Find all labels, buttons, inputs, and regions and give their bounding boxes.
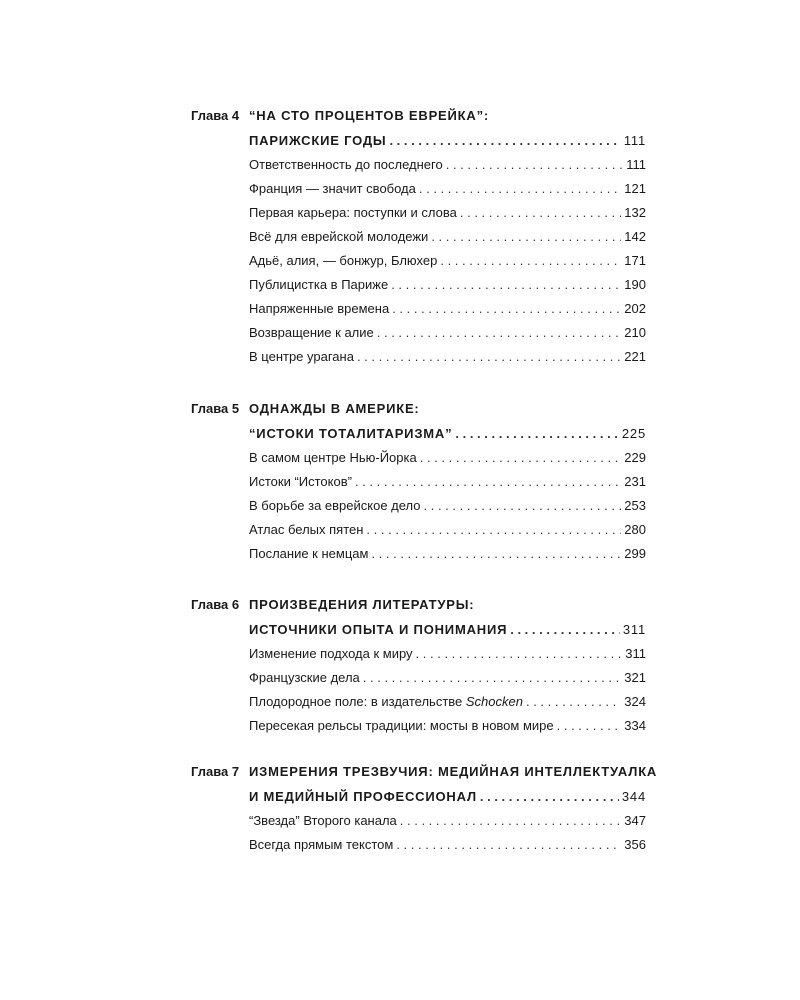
page-number: 190 <box>624 277 646 292</box>
entry-title: Возвращение к алие <box>249 325 374 340</box>
page-number: 321 <box>624 670 646 685</box>
toc-entry <box>249 348 646 372</box>
chapter-body <box>249 400 646 569</box>
page-number: 356 <box>624 837 646 852</box>
toc-entry <box>249 228 646 252</box>
chapter-title-entry <box>249 132 646 156</box>
page-number: 210 <box>624 325 646 340</box>
toc-entry <box>249 449 646 473</box>
page-number: 253 <box>624 498 646 513</box>
entry-title <box>249 693 523 711</box>
entry-title: Первая карьера: поступки и слова <box>249 205 457 220</box>
dot-leader <box>557 717 622 735</box>
chapter-title-line-1: ПРОИЗВЕДЕНИЯ ЛИТЕРАТУРЫ: <box>249 597 475 612</box>
entry-title: В самом центре Нью-Йорка <box>249 450 417 465</box>
toc-entry <box>249 545 646 569</box>
toc-entry <box>249 693 646 717</box>
dot-leader <box>392 300 621 318</box>
chapter-title-line-2: “ИСТОКИ ТОТАЛИТАРИЗМА” <box>249 426 453 441</box>
toc-entry <box>249 836 646 860</box>
chapter-title-line <box>249 763 658 788</box>
entry-title-text: Плодородное поле: в издательстве <box>249 694 466 709</box>
dot-leader <box>420 449 622 467</box>
dot-leader <box>440 252 621 270</box>
toc-entry <box>249 669 646 693</box>
page-number: 311 <box>625 646 646 661</box>
dot-leader <box>510 621 620 639</box>
page-number: 299 <box>624 546 646 561</box>
chapter-title-entry <box>249 788 646 812</box>
toc-entry <box>249 717 646 741</box>
page-number: 111 <box>626 157 646 172</box>
page-number: 311 <box>622 622 646 637</box>
dot-leader <box>371 545 621 563</box>
entry-title: Послание к немцам <box>249 546 369 561</box>
entry-title: “Звезда” Второго канала <box>249 813 397 828</box>
entry-title: Всё для еврейской молодежи <box>249 229 429 244</box>
entry-title: Атлас белых пятен <box>249 522 364 537</box>
toc-entry <box>249 521 646 545</box>
toc-entry <box>249 645 646 669</box>
dot-leader <box>389 132 620 150</box>
dot-leader <box>480 788 619 806</box>
entry-title: Пересекая рельсы традиции: мосты в новом мире <box>249 718 554 733</box>
chapter-body <box>249 107 646 372</box>
entry-title: Всегда прямым текстом <box>249 837 394 852</box>
entry-title: Ответственность до последнего <box>249 157 443 172</box>
chapter-title-line-2: ИСТОЧНИКИ ОПЫТА И ПОНИМАНИЯ <box>249 622 508 637</box>
page-number: 229 <box>624 450 646 465</box>
chapter-title-line <box>249 400 646 425</box>
chapter-title-line-1: ОДНАЖДЫ В АМЕРИКЕ: <box>249 401 420 416</box>
entry-title: Адьё, алия, — бонжур, Блюхер <box>249 253 438 268</box>
dot-leader <box>357 348 621 366</box>
page-number: 334 <box>624 718 646 733</box>
toc-entry <box>249 276 646 300</box>
page-number: 121 <box>624 181 646 196</box>
entry-title: Истоки “Истоков” <box>249 474 352 489</box>
toc-entry <box>249 252 646 276</box>
entry-title: В центре урагана <box>249 349 354 364</box>
page-number: 202 <box>624 301 646 316</box>
chapter-title-line-1: ИЗМЕРЕНИЯ ТРЕЗВУЧИЯ: МЕДИЙНАЯ ИНТЕЛЛЕКТУАЛКА <box>249 764 658 779</box>
toc-entry <box>249 300 646 324</box>
chapter-title-entry <box>249 621 646 645</box>
chapter-title-line <box>249 596 646 621</box>
toc-entry <box>249 497 646 521</box>
page-number: 132 <box>624 205 646 220</box>
dot-leader <box>377 324 622 342</box>
entry-title: Франция — значит свобода <box>249 181 416 196</box>
dot-leader <box>416 645 623 663</box>
page-number: 225 <box>621 426 646 441</box>
page-number: 231 <box>624 474 646 489</box>
entry-title: Французские дела <box>249 670 360 685</box>
chapter-title-entry <box>249 425 646 449</box>
dot-leader <box>424 497 622 515</box>
entry-title: Публицистка в Париже <box>249 277 389 292</box>
dot-leader <box>419 180 621 198</box>
dot-leader <box>391 276 621 294</box>
dot-leader <box>431 228 621 246</box>
toc-entry <box>249 180 646 204</box>
entry-title: В борьбе за еврейское дело <box>249 498 421 513</box>
chapter-title-line-1: “НА СТО ПРОЦЕНТОВ ЕВРЕЙКА”: <box>249 108 490 123</box>
entry-title: Изменение подхода к миру <box>249 646 413 661</box>
dot-leader <box>400 812 622 830</box>
chapter-title-line <box>249 107 646 132</box>
entry-title: Напряженные времена <box>249 301 390 316</box>
chapter-body <box>249 763 658 860</box>
chapter-body <box>249 596 646 741</box>
dot-leader <box>446 156 623 174</box>
dot-leader <box>455 425 619 443</box>
toc-entry <box>249 204 646 228</box>
chapter-label: Глава 4 <box>191 108 240 123</box>
dot-leader <box>366 521 621 539</box>
chapter-label: Глава 6 <box>191 597 240 612</box>
chapter-title-line-2: ПАРИЖСКИЕ ГОДЫ <box>249 133 387 148</box>
toc-entry <box>249 812 646 836</box>
dot-leader <box>355 473 621 491</box>
page-number: 221 <box>624 349 646 364</box>
page-number: 347 <box>624 813 646 828</box>
chapter-label: Глава 5 <box>191 401 240 416</box>
page-number: 344 <box>621 789 646 804</box>
dot-leader <box>396 836 621 854</box>
page-number: 171 <box>624 253 646 268</box>
toc-entry <box>249 324 646 348</box>
page-number: 324 <box>624 694 646 709</box>
chapter-title-line-2: И МЕДИЙНЫЙ ПРОФЕССИОНАЛ <box>249 789 477 804</box>
entry-title-italic: Schocken <box>465 694 523 709</box>
toc-entry <box>249 156 646 180</box>
page-number: 111 <box>623 133 646 148</box>
dot-leader <box>460 204 621 222</box>
page-number: 280 <box>624 522 646 537</box>
dot-leader <box>526 693 621 711</box>
chapter-label: Глава 7 <box>191 764 240 779</box>
dot-leader <box>363 669 622 687</box>
page-number: 142 <box>624 229 646 244</box>
toc-entry <box>249 473 646 497</box>
